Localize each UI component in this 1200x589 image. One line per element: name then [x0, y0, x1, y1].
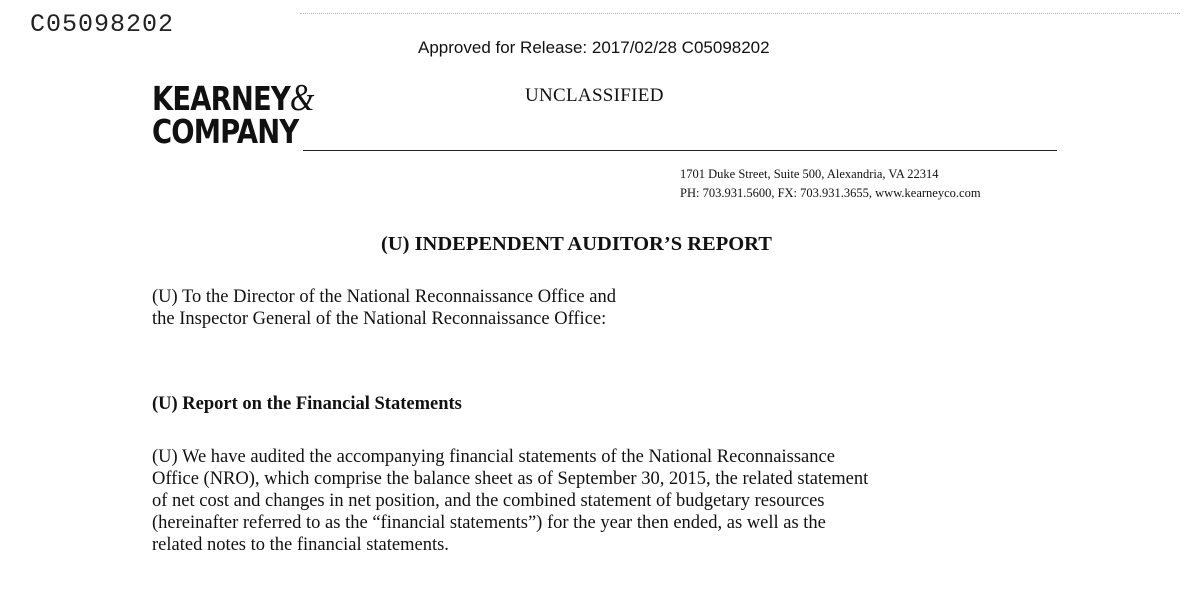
body-paragraph	[152, 446, 868, 556]
report-title: (U) INDEPENDENT AUDITOR’S REPORT	[381, 233, 772, 255]
company-address	[680, 165, 981, 203]
paragraph-line: (hereinafter referred to as the “financial statements”) for the year then ended, as well as the	[152, 513, 826, 533]
classification-marking: UNCLASSIFIED	[525, 85, 664, 106]
company-logo	[152, 77, 315, 151]
paragraph-line: related notes to the financial statements.	[152, 535, 449, 555]
top-dotted-rule	[300, 13, 1180, 14]
logo-ampersand: &	[289, 77, 315, 119]
release-stamp: Approved for Release: 2017/02/28 C05098202	[418, 38, 770, 57]
paragraph-line: (U) We have audited the accompanying financial statements of the National Reconnaissance	[152, 447, 835, 467]
logo-word-company: COMPANY	[152, 112, 299, 151]
addressee-block	[152, 286, 616, 330]
address-line-contact: PH: 703.931.5600, FX: 703.931.3655, www.kearneyco.com	[680, 186, 981, 200]
address-line-street: 1701 Duke Street, Suite 500, Alexandria, VA 22314	[680, 167, 939, 181]
paragraph-line: of net cost and changes in net position, and the combined statement of budgetary resources	[152, 491, 825, 511]
document-id: C05098202	[30, 10, 175, 39]
letterhead-rule	[303, 150, 1057, 151]
logo-word-kearney: KEARNEY	[152, 79, 290, 118]
logo-line-kearney	[152, 77, 315, 119]
section-heading: (U) Report on the Financial Statements	[152, 394, 462, 414]
addressee-line: the Inspector General of the National Reconnaissance Office:	[152, 309, 607, 329]
paragraph-line: Office (NRO), which comprise the balance sheet as of September 30, 2015, the related statement	[152, 469, 869, 489]
addressee-line: (U) To the Director of the National Reconnaissance Office and	[152, 287, 616, 307]
